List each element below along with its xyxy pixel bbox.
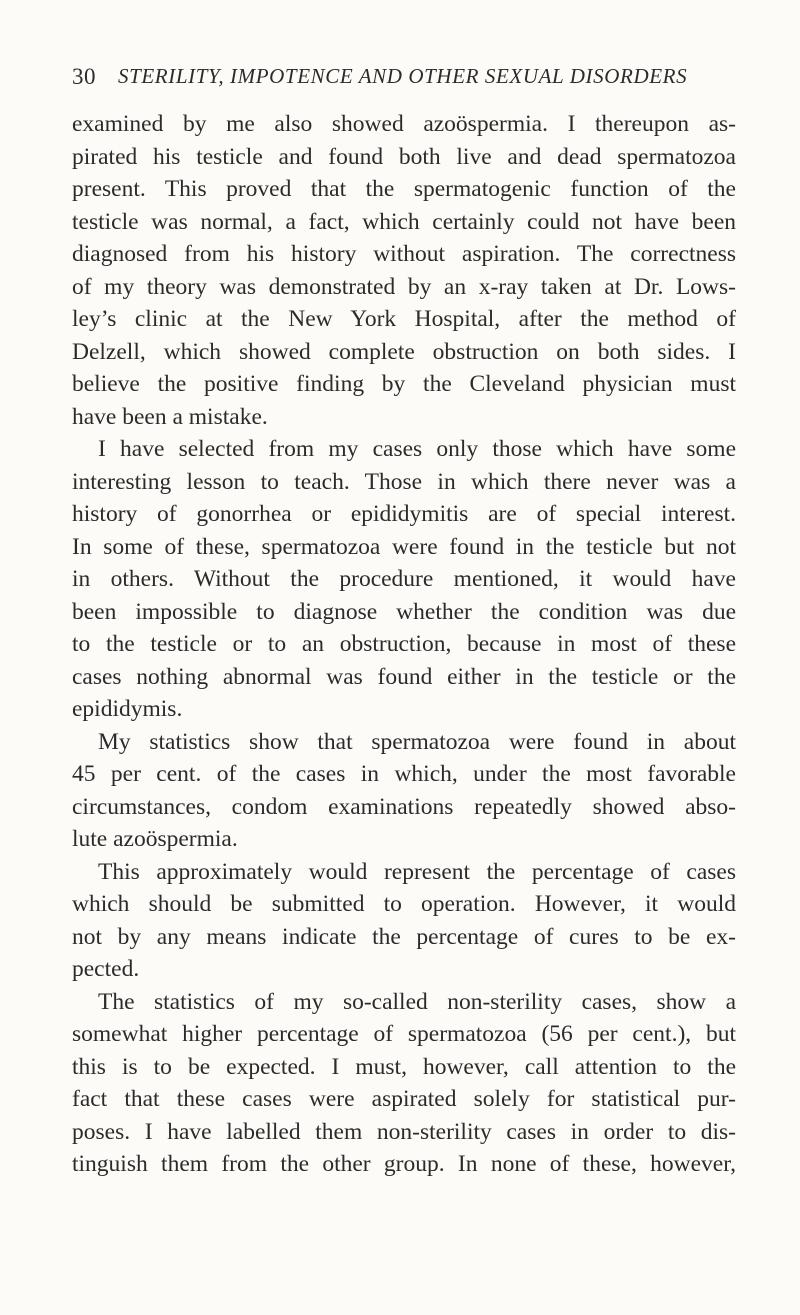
text-line: My statistics show that spermatozoa were found in about — [98, 728, 736, 755]
text-line: have been a mistake. — [72, 403, 268, 430]
text-line: testicle was normal, a fact, which certainly could not have been — [72, 208, 736, 235]
text-line: 45 per cent. of the cases in which, under the most favorable — [72, 761, 736, 787]
text-line: I have selected from my cases only those which have some — [98, 436, 736, 462]
paragraph — [72, 856, 736, 986]
text-line: ley’s clinic at the New York Hospital, after the method of — [72, 306, 736, 332]
page-number: 30 — [72, 64, 96, 89]
text-line: interesting lesson to teach. Those in which there never was a — [72, 468, 736, 495]
text-line: poses. I have labelled them non-sterility cases in order to dis- — [72, 1118, 736, 1145]
text-line: pected. — [72, 956, 140, 982]
text-line: Delzell, which showed complete obstruction on both sides. I — [72, 338, 736, 365]
text-line: which should be submitted to operation. However, it would — [72, 891, 736, 917]
body-text — [72, 108, 736, 1181]
running-head — [72, 58, 732, 98]
text-line: The statistics of my so-called non-sterility cases, show a — [98, 988, 736, 1015]
text-line: this is to be expected. I must, however, call attention to the — [72, 1053, 736, 1080]
text-line: In some of these, spermatozoa were found in the testicle but not — [72, 533, 736, 560]
text-line: in others. Without the procedure mentioned, it would have — [72, 566, 736, 592]
text-line: believe the positive finding by the Cleveland physician must — [72, 371, 736, 397]
text-line: diagnosed from his history without aspiration. The correctness — [72, 241, 736, 267]
text-line: of my theory was demonstrated by an x-ray taken at Dr. Lows- — [72, 273, 736, 300]
text-line: circumstances, condom examinations repeatedly showed abso- — [72, 793, 736, 820]
text-line: pirated his testicle and found both live and dead spermatozoa — [72, 143, 736, 170]
text-line: examined by me also showed azoöspermia. I thereupon as- — [72, 111, 736, 137]
text-line: tinguish them from the other group. In none of these, however, — [72, 1151, 736, 1177]
text-line: cases nothing abnormal was found either in the testicle or the — [72, 663, 736, 690]
paragraph — [72, 433, 736, 726]
text-line: been impossible to diagnose whether the condition was due — [72, 598, 736, 625]
text-line: somewhat higher percentage of spermatozoa (56 per cent.), but — [72, 1021, 736, 1047]
text-line: This approximately would represent the percentage of cases — [98, 858, 736, 885]
text-line: epididymis. — [72, 696, 183, 722]
paragraph — [72, 108, 736, 433]
text-line: present. This proved that the spermatogenic function of the — [72, 176, 736, 202]
running-title: STERILITY, IMPOTENCE AND OTHER SEXUAL DISORDERS — [118, 64, 688, 88]
text-line: not by any means indicate the percentage of cures to be ex- — [72, 923, 736, 950]
text-line: to the testicle or to an obstruction, because in most of these — [72, 631, 736, 657]
paragraph — [72, 986, 736, 1181]
text-line: history of gonorrhea or epididymitis are of special interest. — [72, 501, 736, 527]
text-line: lute azoöspermia. — [72, 826, 238, 852]
text-line: fact that these cases were aspirated solely for statistical pur- — [72, 1086, 736, 1112]
paragraph — [72, 726, 736, 856]
